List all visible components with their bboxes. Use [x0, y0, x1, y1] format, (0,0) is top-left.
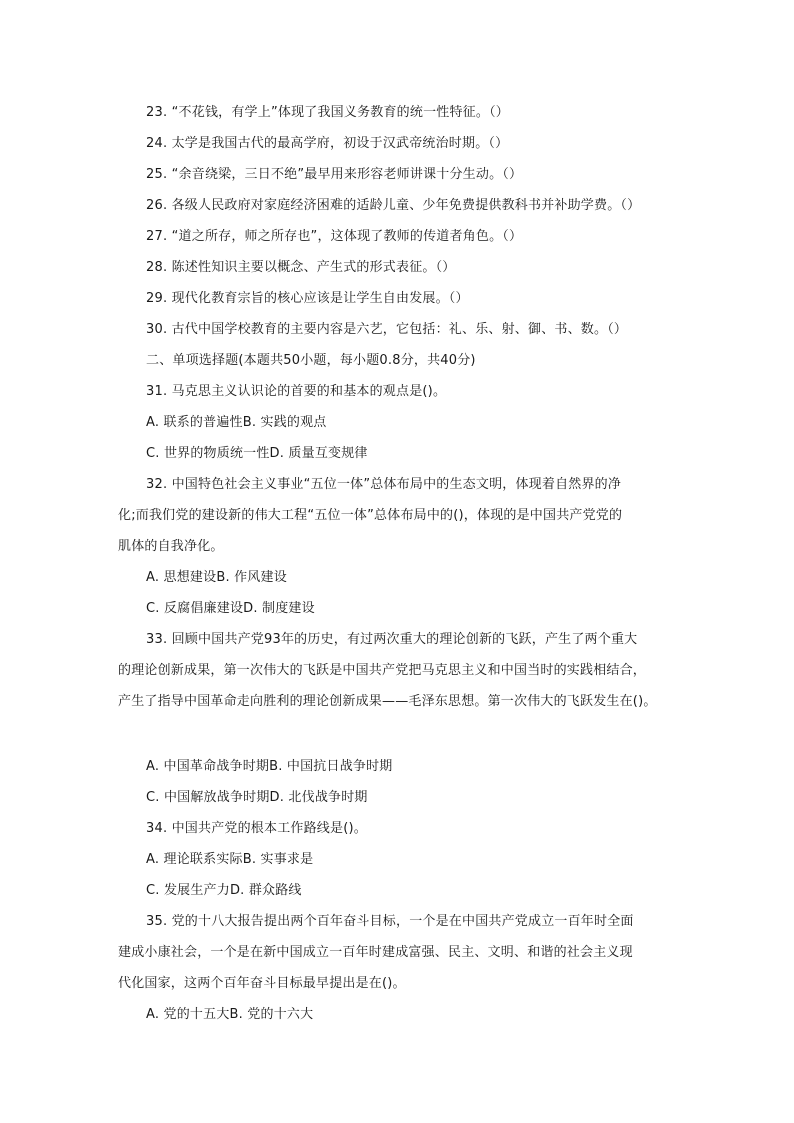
question-34-options-cd: C. 发展生产力D. 群众路线	[146, 883, 302, 898]
question-32-line-1: 32. 中国特色社会主义事业“五位一体”总体布局中的生态文明，体现着自然界的净	[146, 477, 622, 492]
question-34: 34. 中国共产党的根本工作路线是()。	[146, 821, 367, 836]
question-32-options-cd: C. 反腐倡廉建设D. 制度建设	[146, 601, 315, 616]
question-33-line-1: 33. 回顾中国共产党93年的历史，有过两次重大的理论创新的飞跃，产生了两个重大	[146, 632, 638, 647]
question-35-options-ab: A. 党的十五大B. 党的十六大	[146, 1007, 314, 1022]
question-35-line-3: 代化国家，这两个百年奋斗目标最早提出是在()。	[118, 976, 406, 991]
question-25: 25. “余音绕梁，三日不绝”最早用来形容老师讲课十分生动。（）	[146, 167, 523, 182]
question-24: 24. 太学是我国古代的最高学府，初设于汉武帝统治时期。（）	[146, 136, 509, 151]
question-34-options-ab: A. 理论联系实际B. 实事求是	[146, 852, 314, 867]
question-33-line-2: 的理论创新成果，第一次伟大的飞跃是中国共产党把马克思主义和中国当时的实践相结合，	[118, 663, 647, 678]
question-33-options-cd: C. 中国解放战争时期D. 北伐战争时期	[146, 790, 368, 805]
question-33-options-ab: A. 中国革命战争时期B. 中国抗日战争时期	[146, 759, 393, 774]
question-31: 31. 马克思主义认识论的首要的和基本的观点是()。	[146, 384, 447, 399]
question-35-line-2: 建成小康社会，一个是在新中国成立一百年时建成富强、民主、文明、和谐的社会主义现	[118, 945, 633, 960]
question-26: 26. 各级人民政府对家庭经济困难的适龄儿童、少年免费提供教科书并补助学费。（）	[146, 198, 641, 213]
question-32-line-3: 肌体的自我净化。	[118, 539, 224, 554]
question-23: 23. “不花钱，有学上”体现了我国义务教育的统一性特征。（）	[146, 105, 509, 120]
question-31-options-ab: A. 联系的普遍性B. 实践的观点	[146, 415, 327, 430]
question-33-line-3: 产生了指导中国革命走向胜利的理论创新成果——毛泽东思想。第一次伟大的飞跃发生在()。	[118, 694, 657, 709]
question-35-line-1: 35. 党的十八大报告提出两个百年奋斗目标，一个是在中国共产党成立一百年时全面	[146, 914, 634, 929]
question-28: 28. 陈述性知识主要以概念、产生式的形式表征。（）	[146, 260, 456, 275]
question-29: 29. 现代化教育宗旨的核心应该是让学生自由发展。（）	[146, 291, 469, 306]
question-31-options-cd: C. 世界的物质统一性D. 质量互变规律	[146, 446, 368, 461]
question-32-options-ab: A. 思想建设B. 作风建设	[146, 570, 287, 585]
question-30: 30. 古代中国学校教育的主要内容是六艺，它包括：礼、乐、射、御、书、数。（）	[146, 322, 628, 337]
question-32-line-2: 化;而我们党的建设新的伟大工程“五位一体”总体布局中的()，体现的是中国共产党党的	[118, 508, 623, 523]
question-27: 27. “道之所存，师之所存也”，这体现了教师的传道者角色。（）	[146, 229, 523, 244]
section-heading: 二、单项选择题(本题共50小题，每小题0.8分，共40分)	[146, 353, 476, 368]
